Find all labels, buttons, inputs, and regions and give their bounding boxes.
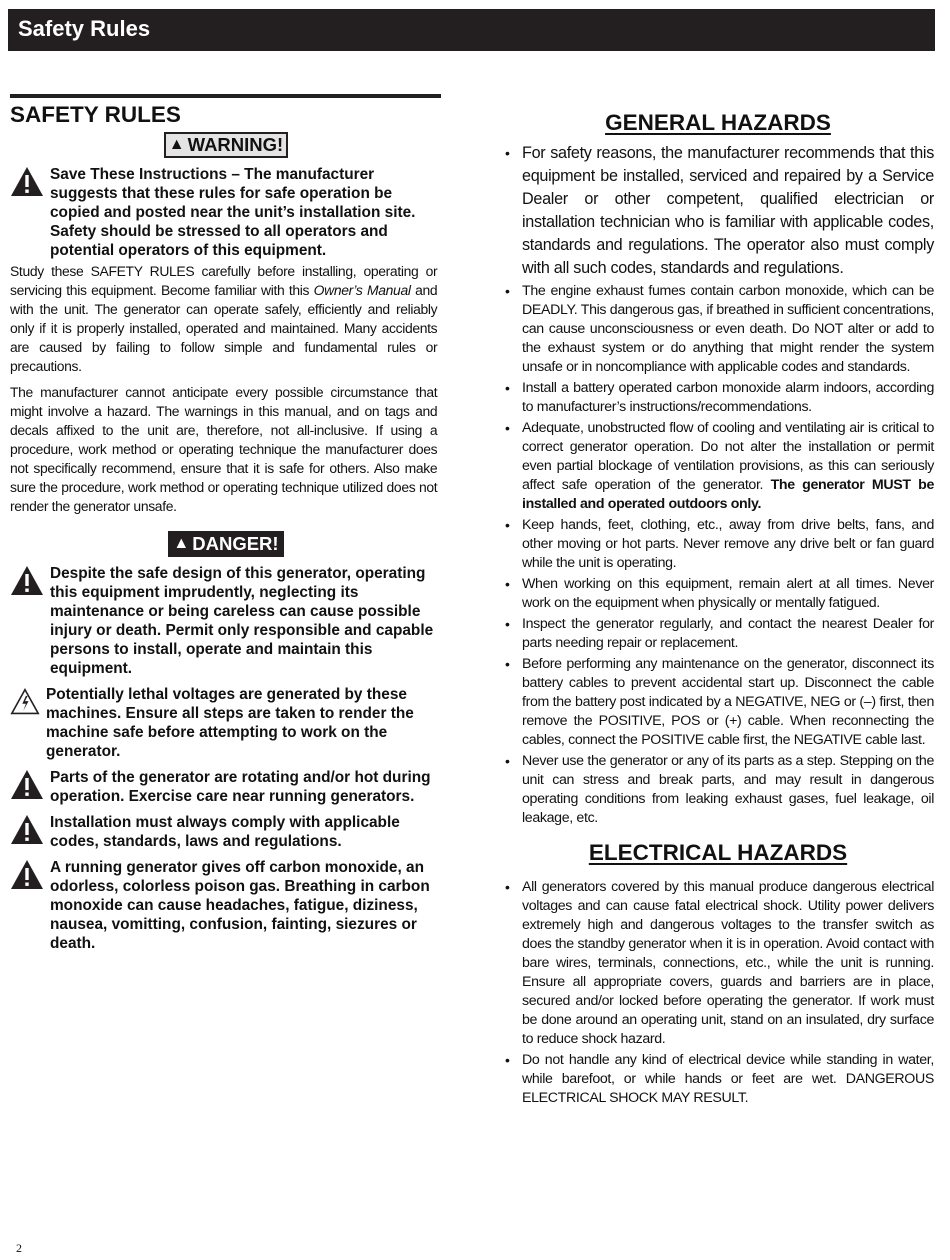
section-title: SAFETY RULES [10,102,181,127]
danger-text: Potentially lethal voltages are generated by these machines. Ensure all steps are taken to render the machine safe before attempting to work on the generator. [46,686,414,760]
right-column [502,110,934,1110]
list-item: • All generators covered by this manual produce dangerous electrical voltages and can cause fatal electrical shock. Utility power delivers extremely high and dangerous voltages to the transfer switch as does the standby generator when it is in operation. Avoid contact with bare wires, terminals, connections, etc., while the unit is running. Ensure all appropriate covers, guards and barriers are in place, secured and/or locked before operating the generator. If work must be done around an operating unit, stand on an insulated, dry surface to reduce shock hazard. [502,878,934,1049]
danger-text: A running generator gives off carbon monoxide, an odorless, colorless poison gas. Breathing in carbon monoxide can cause headaches, fatigue, diziness, nausea, vomitting, confusion, fainting, siezures or death. [50,859,430,952]
warning-text: Save These Instructions – The manufacturer suggests that these rules for safe operation be copied and posted near the unit’s installation site. Safety should be stressed to all operators and potential operators of this equipment. [50,166,416,259]
list-item: • The engine exhaust fumes contain carbon monoxide, which can be DEADLY. This dangerous gas, if breathed in sufficient concentrations, can cause unconsciousness or even death. Do NOT alter or add to the exhaust system or do anything that might render the system unsafe or in noncompliance with applicable codes and standards. [502,282,934,377]
danger-item [10,813,442,851]
list-item: • For safety reasons, the manufacturer recommends that this equipment be installed, serviced and repaired by a Service Dealer or other competent, qualified electrician or installation technician who is familiar with applicable codes, standards and regulations. The operator also must comply with all such codes, standards and regulations. [502,142,934,280]
page-number: 2 [16,1241,22,1255]
danger-text: Installation must always comply with applicable codes, standards, laws and regulations. [50,814,400,850]
warning-alert [10,165,442,260]
warning-icon [10,813,44,847]
disclaimer-paragraph: The manufacturer cannot anticipate every possible circumstance that might involve a hazard. The warnings in this manual, and on tags and decals affixed to the unit are, therefore, not all-inclusive. If using a procedure, work method or operating technique the manufacturer does not specifically recommend, ensure that it is safe for others. Also make sure the procedure, work method or operating technique utilized does not render the generator unsafe. [10,385,438,515]
warning-triangle-icon: ▲ [168,136,185,153]
warning-icon [10,768,44,802]
list-item: • Inspect the generator regularly, and contact the nearest Dealer for parts needing repair or replacement. [502,615,934,653]
list-item [502,419,934,514]
danger-triangle-icon: ▲ [173,535,190,552]
danger-item [10,685,442,761]
danger-text: Parts of the generator are rotating and/or hot during operation. Exercise care near running generators. [50,769,431,805]
header-bar [8,9,935,51]
list-item: • Do not handle any kind of electrical device while standing in water, while barefoot, or while hands or feet are wet. DANGEROUS ELECTRICAL SHOCK MAY RESULT. [502,1051,934,1108]
danger-badge [168,531,283,557]
owners-manual-text: Owner’s Manual [313,283,411,299]
warning-icon [10,165,44,199]
danger-label: DANGER! [192,533,279,554]
general-hazards-heading: GENERAL HAZARDS [605,110,831,135]
warning-icon [10,858,44,892]
warning-badge [164,132,288,158]
high-voltage-icon [10,687,40,717]
danger-item [10,858,442,953]
list-item: • When working on this equipment, remain alert at all times. Never work on the equipment when physically or mentally fatigued. [502,575,934,613]
danger-item [10,564,442,678]
danger-badge-wrap [10,531,442,557]
list-item: • Before performing any maintenance on the generator, disconnect its battery cables to prevent accidental start up. Disconnect the cable from the battery post indicated by a NEGATIVE, NEG or (–) first, then remove the POSITIVE, POS or (+) cable. When reconnecting the cables, connect the POSITIVE cable first, the NEGATIVE cable last. [502,655,934,750]
electrical-hazards-list [502,878,934,1108]
intro-paragraph [10,263,437,377]
list-item: • Install a battery operated carbon monoxide alarm indoors, according to manufacturer’s instructions/recommendations. [502,379,934,417]
intro-text-a: Study these SAFETY RULES carefully before installing, operating or servicing this equipment. Become familiar with this [10,264,438,299]
list-item: • Keep hands, feet, clothing, etc., away from drive belts, fans, and other moving or hot parts. Never remove any drive belt or fan guard while the unit is operating. [502,516,934,573]
warning-label: WARNING! [187,134,284,155]
danger-text: Despite the safe design of this generator, operating this equipment imprudently, neglecting its maintenance or being careless can cause possible injury or death. Permit only responsible and capable persons to install, operate and maintain this equipment. [50,565,434,677]
left-column [10,94,442,953]
intro-text-b: and with the unit. The generator can operate safely, efficiently and reliably only if it is properly installed, operated and maintained. Many accidents are caused by failing to follow simple and fundamental rules or precautions. [10,283,438,375]
header-title: Safety Rules [18,16,151,41]
general-hazards-list [502,142,934,828]
danger-item [10,768,442,806]
warning-icon [10,564,44,598]
section-rule [10,94,441,98]
list-item: • Never use the generator or any of its parts as a step. Stepping on the unit can stress and break parts, and may result in dangerous operating conditions from leaking exhaust gases, fuel leakage, oil leakage, etc. [502,752,934,828]
list-item-text: Adequate, unobstructed flow of cooling and ventilating air is critical to correct generator operation. Do not alter the installation or permit even partial blockage of ventilation provisions, as this can seriously affect safe operation of the generator. [522,420,934,493]
electrical-hazards-heading: ELECTRICAL HAZARDS [588,840,848,865]
outdoors-warning-text: The generator MUST be installed and operated outdoors only. [522,477,934,512]
warning-badge-wrap [10,132,442,158]
